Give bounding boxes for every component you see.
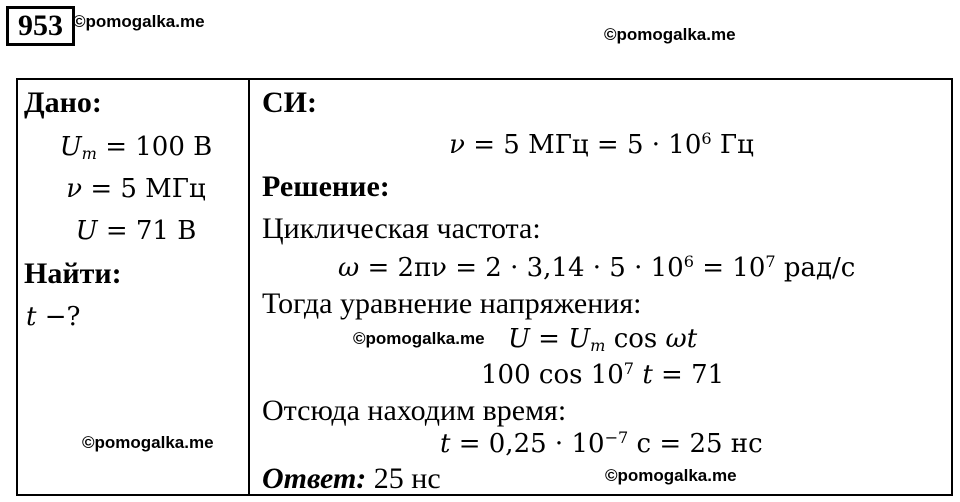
answer-line <box>262 461 441 497</box>
time-result: $t = 0,25 \cdot 10^{-7}$ с = 25 нс <box>440 428 763 459</box>
given-line-voltage-amplitude: $U_m = 100$ В <box>59 132 213 164</box>
voltage-equation: $U = U_m$ cos ωt <box>508 324 698 356</box>
substituted-equation: 100 $\cos 10^7$ t = 71 <box>481 359 725 390</box>
given-line-voltage: U = 71 В <box>75 216 197 246</box>
find-heading: Найти: <box>24 257 122 290</box>
watermark: ©pomogalka.me <box>605 466 737 485</box>
voltage-equation-label: Тогда уравнение напряжения: <box>262 287 642 320</box>
watermark: ©pomogalka.me <box>604 25 736 44</box>
problem-number: 953 <box>6 6 75 46</box>
watermark: ©pomogalka.me <box>82 433 214 452</box>
find-line: t −? <box>26 302 81 332</box>
solution-heading: Решение: <box>262 170 390 203</box>
answer-label: Ответ: <box>262 462 367 495</box>
cyclic-frequency-label: Циклическая частота: <box>262 212 541 245</box>
omega-formula: $\omega = 2\pi\nu = 2 \cdot 3,14 \cdot 5 \cdot 10^6 = 10^7$ рад/с <box>338 252 856 283</box>
time-label: Отсюда находим время: <box>262 394 567 427</box>
si-heading: СИ: <box>262 86 317 119</box>
si-conversion: ν = 5 МГц = $5 \cdot 10^6$ Гц <box>449 129 754 160</box>
watermark: ©pomogalka.me <box>73 12 205 31</box>
answer-value: 25 нс <box>366 462 441 495</box>
given-heading: Дано: <box>24 86 102 119</box>
given-line-frequency: ν = 5 МГц <box>66 174 206 204</box>
watermark: ©pomogalka.me <box>353 329 485 348</box>
